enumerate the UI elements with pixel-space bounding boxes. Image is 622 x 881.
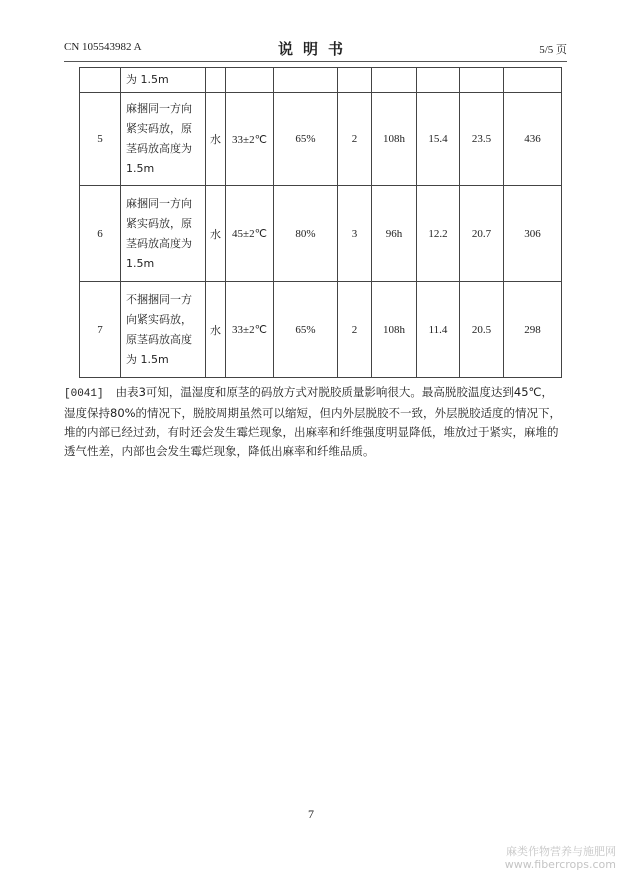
stacking-method-line: 1.5m: [126, 162, 155, 175]
cell-v2: 20.5: [460, 282, 504, 378]
cell-period: [372, 68, 417, 93]
cell-stacking-method: [121, 93, 206, 186]
cell-period: 108h: [372, 93, 417, 186]
cell-v2: [460, 68, 504, 93]
cell-temp: [226, 68, 274, 93]
cell-v1: [417, 68, 460, 93]
cell-sample-no: 6: [80, 186, 121, 282]
page-number: 7: [308, 807, 314, 821]
stacking-method-line: 紧实码放，原: [126, 216, 192, 230]
stacking-method-line: 为 1.5m: [126, 352, 169, 366]
paragraph-text: 由表3可知，温湿度和原茎的码放方式对脱胶质量影响很大。最高脱胶温度达到45℃，湿度保持80%的情况下，脱胶周期虽然可以缩短，但内外层脱胶不一致，外层脱胶适度的情况下，堆的内部已经过劲，有时还会发生霉烂现象，出麻率和纤维强度明显降低，堆放过于紧实，麻堆的透气性差，内部也会发生霉烂现象，降低出麻率和纤维品质。: [64, 385, 562, 458]
table-body: [80, 68, 562, 378]
patent-number: CN 105543982 A: [64, 41, 142, 53]
stacking-method-line: 1.5m: [126, 256, 155, 270]
stacking-method-line: 茎码放高度为: [126, 142, 192, 155]
watermark: [505, 845, 616, 871]
cell-v2: 20.7: [460, 186, 504, 282]
cell-v1: 15.4: [417, 93, 460, 186]
cell-medium: 水: [206, 93, 226, 186]
watermark-site-name: 麻类作物营养与施肥网: [506, 845, 616, 858]
paragraph-0041: [64, 383, 564, 461]
cell-v1: 11.4: [417, 282, 460, 378]
stacking-method-line: 紧实码放，原: [126, 122, 192, 135]
cell-v3: 306: [504, 186, 562, 282]
cell-v2: 23.5: [460, 93, 504, 186]
cell-temp: 33±2℃: [226, 282, 274, 378]
cell-humidity: 80%: [274, 186, 338, 282]
experiment-table: [79, 67, 562, 378]
cell-medium: [206, 68, 226, 93]
cell-humidity: 65%: [274, 93, 338, 186]
cell-layers: 2: [338, 93, 372, 186]
stacking-method-line: 原茎码放高度: [126, 332, 192, 346]
cell-period: 96h: [372, 186, 417, 282]
cell-sample-no: [80, 68, 121, 93]
page-indicator: 5/5 页: [539, 44, 567, 56]
cell-stacking-method: [121, 186, 206, 282]
stacking-method-line: 为 1.5m: [126, 73, 169, 86]
cell-v3: [504, 68, 562, 93]
cell-period: 108h: [372, 282, 417, 378]
cell-stacking-method: [121, 68, 206, 93]
stacking-method-line: 麻捆同一方向: [126, 102, 192, 115]
watermark-url: www.fibercrops.com: [504, 858, 616, 871]
page-header: [64, 38, 567, 58]
stacking-method-line: 不捆捆同一方: [126, 292, 192, 306]
cell-humidity: [274, 68, 338, 93]
cell-medium: 水: [206, 282, 226, 378]
cell-sample-no: 5: [80, 93, 121, 186]
cell-v3: 436: [504, 93, 562, 186]
cell-stacking-method: [121, 282, 206, 378]
document-title: 说明书: [277, 40, 353, 58]
cell-temp: 45±2℃: [226, 186, 274, 282]
cell-v3: 298: [504, 282, 562, 378]
cell-humidity: 65%: [274, 282, 338, 378]
cell-v1: 12.2: [417, 186, 460, 282]
stacking-method-line: 向紧实码放，: [126, 312, 192, 326]
cell-medium: 水: [206, 186, 226, 282]
cell-temp: 33±2℃: [226, 93, 274, 186]
stacking-method-line: 茎码放高度为: [126, 236, 192, 250]
cell-layers: 2: [338, 282, 372, 378]
stacking-method-line: 麻捆同一方向: [126, 196, 192, 210]
cell-layers: 3: [338, 186, 372, 282]
table-row: [80, 186, 562, 282]
cell-sample-no: 7: [80, 282, 121, 378]
table-row: [80, 68, 562, 93]
table-row: [80, 93, 562, 186]
paragraph-number: [0041]: [64, 388, 104, 400]
table-row: [80, 282, 562, 378]
cell-layers: [338, 68, 372, 93]
header-divider: [64, 61, 567, 62]
